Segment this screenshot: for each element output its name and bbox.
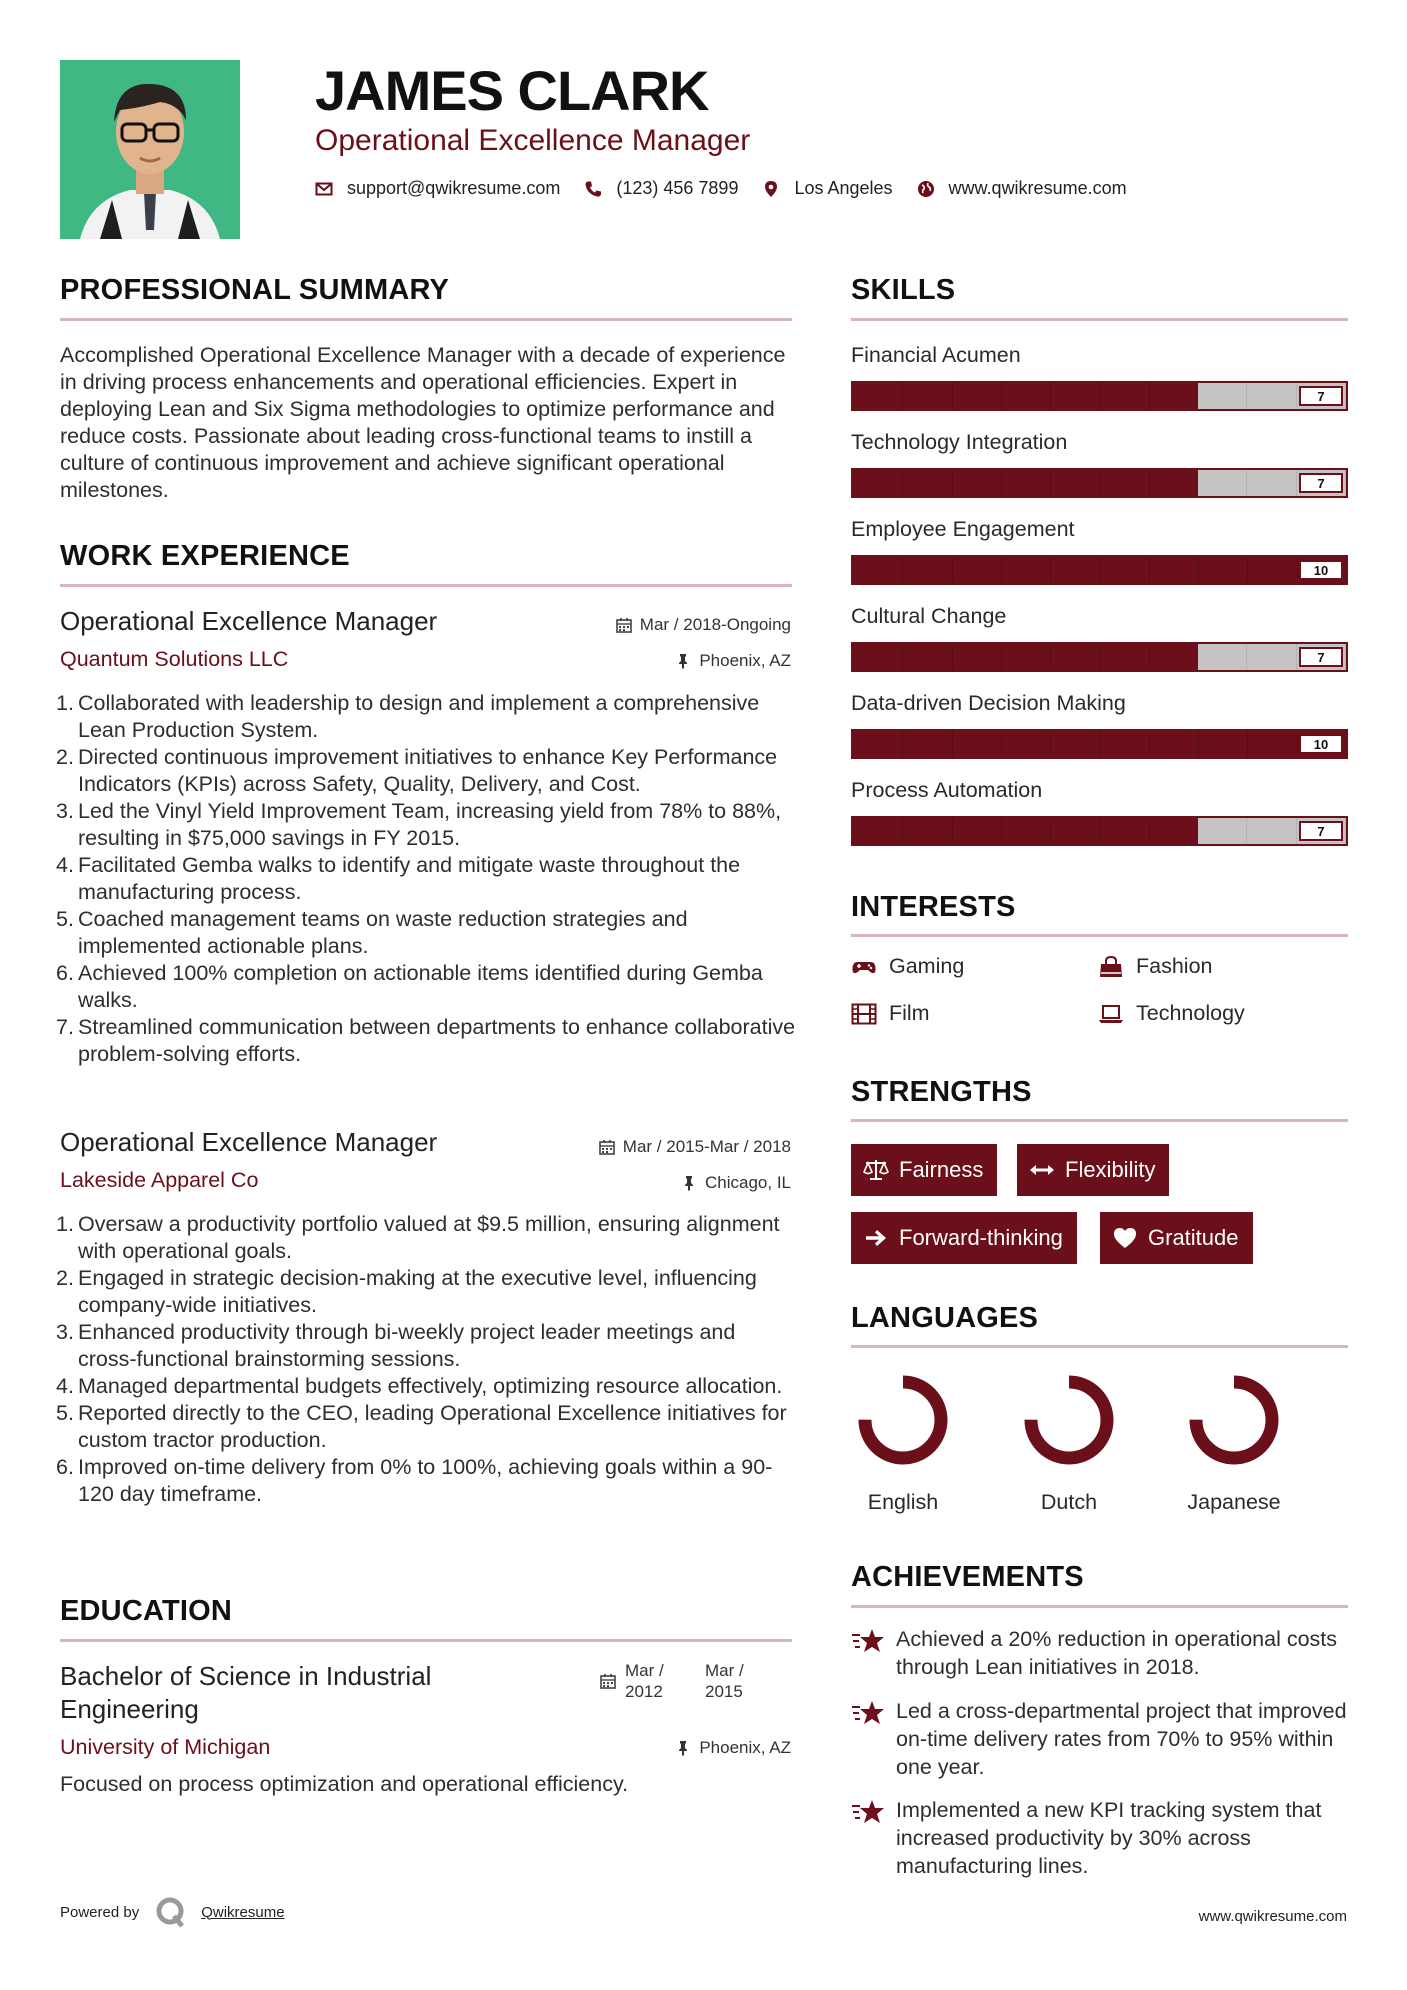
arrows-horizontal-icon (1029, 1158, 1055, 1182)
education-end-year: 2015 (705, 1682, 743, 1701)
achievements-divider (851, 1605, 1348, 1608)
skill-fill-divider (1050, 557, 1051, 583)
job-bullets (78, 1211, 798, 1508)
gamepad-icon (851, 956, 877, 978)
skill-label: Data-driven Decision Making (851, 691, 1126, 715)
powered-by-text: Powered by (60, 1903, 140, 1921)
list-item: Led the Vinyl Yield Improvement Team, increasing yield from 78% to 88%, resulting in $75,000 savings in FY 2015. (78, 799, 782, 850)
job-dates (599, 1137, 791, 1157)
heart-icon (1112, 1226, 1138, 1250)
language-proficiency-arc (1196, 1382, 1272, 1458)
language-item (1009, 1372, 1129, 1515)
interest-item (851, 1001, 930, 1026)
skill-segment (1198, 383, 1247, 409)
star-icon (851, 1699, 885, 1729)
skill-fill-divider (1297, 557, 1298, 583)
film-icon (851, 1003, 877, 1025)
profile-photo (60, 60, 240, 239)
skill-fill-divider (1100, 470, 1101, 496)
achievement-item (851, 1625, 1351, 1681)
skill-segment (1247, 383, 1296, 409)
balance-scale-icon (863, 1158, 889, 1182)
list-item: Reported directly to the CEO, leading Operational Excellence initiatives for custom tractor production. (78, 1401, 787, 1452)
contact-phone[interactable] (584, 178, 738, 199)
contact-location-text: Los Angeles (794, 178, 893, 198)
skill-label: Employee Engagement (851, 517, 1075, 541)
education-location-text: Phoenix, AZ (699, 1738, 791, 1757)
interest-label: Technology (1136, 1001, 1245, 1025)
list-item: Managed departmental budgets effectively, optimizing resource allocation. (78, 1374, 783, 1398)
skill-segment (1198, 818, 1247, 844)
achievements-heading: ACHIEVEMENTS (851, 1561, 1084, 1593)
skill-fill-divider (1050, 644, 1051, 670)
skill-segment (1247, 644, 1296, 670)
language-proficiency-arc (1031, 1382, 1107, 1458)
skills-heading: SKILLS (851, 274, 956, 306)
job-company: Quantum Solutions LLC (60, 647, 289, 671)
language-proficiency-ring (1186, 1372, 1282, 1468)
skill-fill-divider (1001, 644, 1002, 670)
calendar-icon (600, 1673, 616, 1689)
job-title: Operational Excellence Manager (60, 1127, 438, 1157)
skill-fill-divider (902, 557, 903, 583)
strength-label: Forward-thinking (899, 1225, 1063, 1250)
calendar-icon (599, 1139, 615, 1155)
languages-heading: LANGUAGES (851, 1302, 1039, 1334)
skill-fill-divider (1149, 644, 1150, 670)
contact-email-text: support@qwikresume.com (347, 178, 561, 198)
skill-fill-divider (902, 731, 903, 757)
skill-level-value: 7 (1299, 386, 1343, 406)
job-bullets (78, 690, 798, 1068)
job-location-text: Phoenix, AZ (699, 651, 791, 670)
strength-label: Flexibility (1065, 1157, 1156, 1182)
skill-bar (851, 381, 1348, 411)
skill-fill-divider (902, 383, 903, 409)
skills-divider (851, 318, 1348, 321)
contact-website-text: www.qwikresume.com (948, 178, 1127, 198)
skill-label: Cultural Change (851, 604, 1007, 628)
skill-fill-divider (1149, 383, 1150, 409)
skill-fill-divider (952, 644, 953, 670)
job-title: Operational Excellence Manager (60, 606, 438, 636)
education-start-year: 2012 (625, 1682, 663, 1701)
calendar-icon (616, 617, 632, 633)
skill-fill-divider (1100, 731, 1101, 757)
job-location (675, 651, 791, 671)
qwikresume-logo-icon (153, 1895, 187, 1929)
language-name: English (867, 1490, 939, 1514)
footer-brand (60, 1895, 285, 1929)
interest-item (851, 954, 964, 979)
list-item: Enhanced productivity through bi-weekly project leader meetings and cross-functional brainstorming sessions. (78, 1320, 736, 1371)
contact-email[interactable] (315, 178, 560, 199)
job-dates-text: Mar / 2018-Ongoing (639, 615, 791, 634)
skill-fill-divider (1050, 383, 1051, 409)
skill-bar (851, 729, 1348, 759)
star-icon (851, 1627, 885, 1657)
language-proficiency-arc (865, 1382, 941, 1458)
skill-fill-divider (1001, 731, 1002, 757)
skill-fill-divider (1100, 557, 1101, 583)
pushpin-icon (675, 1740, 691, 1756)
skill-fill-divider (1050, 470, 1051, 496)
skill-level-value: 10 (1299, 560, 1343, 580)
contact-bar (315, 178, 1151, 199)
language-item (843, 1372, 963, 1515)
education-end-month: Mar / (705, 1661, 744, 1680)
skill-fill-divider (952, 818, 953, 844)
list-item: Achieved 100% completion on actionable items identified during Gemba walks. (78, 961, 763, 1012)
skill-fill-divider (1001, 818, 1002, 844)
skill-segment (1247, 470, 1296, 496)
achievement-text: Achieved a 20% reduction in operational costs through Lean initiatives in 2018. (896, 1627, 1338, 1679)
education-end-date (705, 1660, 744, 1702)
language-name: Dutch (1040, 1490, 1098, 1514)
arrow-right-icon (863, 1226, 889, 1250)
skill-fill-divider (952, 557, 953, 583)
map-pin-icon (762, 180, 780, 198)
shopping-bag-icon (1098, 956, 1124, 978)
job-location (681, 1173, 791, 1193)
skill-fill-divider (902, 818, 903, 844)
strength-tag (851, 1144, 997, 1196)
list-item: Collaborated with leadership to design and implement a comprehensive Lean Production System. (78, 691, 760, 742)
star-icon (851, 1798, 885, 1828)
summary-divider (60, 318, 792, 321)
skill-label: Financial Acumen (851, 343, 1021, 367)
pushpin-icon (675, 653, 691, 669)
contact-website[interactable] (917, 178, 1127, 199)
skill-fill-divider (1100, 818, 1101, 844)
brand-link[interactable]: Qwikresume (201, 1903, 285, 1921)
list-item: Engaged in strategic decision-making at the executive level, influencing company-wide initiatives. (78, 1266, 757, 1317)
language-name: Japanese (1187, 1490, 1281, 1514)
skill-fill-divider (1247, 557, 1248, 583)
skill-fill-divider (1050, 818, 1051, 844)
achievement-text: Implemented a new KPI tracking system that increased productivity by 30% across manufacturing lines. (896, 1798, 1322, 1878)
footer-website[interactable]: www.qwikresume.com (1198, 1908, 1347, 1925)
education-start-date (625, 1660, 664, 1702)
skill-fill-divider (1001, 557, 1002, 583)
skill-fill-divider (1001, 470, 1002, 496)
phone-icon (584, 180, 602, 198)
education-start-month: Mar / (625, 1661, 664, 1680)
education-heading: EDUCATION (60, 1595, 233, 1627)
skill-bar (851, 468, 1348, 498)
skill-fill-divider (1050, 731, 1051, 757)
laptop-icon (1098, 1003, 1124, 1025)
education-description: Focused on process optimization and operational efficiency. (60, 1772, 629, 1796)
skill-label: Process Automation (851, 778, 1043, 802)
envelope-icon (315, 180, 333, 198)
language-item (1174, 1372, 1294, 1515)
globe-icon (917, 180, 935, 198)
job-dates-text: Mar / 2015-Mar / 2018 (622, 1137, 791, 1156)
strengths-divider (851, 1119, 1348, 1122)
job-dates (616, 615, 791, 635)
job-company: Lakeside Apparel Co (60, 1168, 259, 1192)
skill-fill-divider (952, 383, 953, 409)
achievement-item (851, 1796, 1351, 1880)
skill-segment (1198, 644, 1247, 670)
skill-fill (853, 383, 1198, 409)
list-item: Streamlined communication between departments to enhance collaborative problem-solving efforts. (78, 1015, 796, 1066)
experience-divider (60, 584, 792, 587)
contact-location (762, 178, 892, 199)
strength-tag (1100, 1212, 1253, 1264)
strength-label: Fairness (899, 1157, 984, 1182)
strengths-heading: STRENGTHS (851, 1076, 1032, 1108)
summary-text: Accomplished Operational Excellence Manager with a decade of experience in driving process enhancements and operational efficiencies. Expert in deploying Lean and Six Sigma methodologies to optimize performance and reduce costs. Passionate about leading cross-functional teams to instill a culture of continuous improvement and achieve significant operational milestones. (60, 343, 786, 502)
skill-fill-divider (1198, 557, 1199, 583)
skill-bar (851, 555, 1348, 585)
skill-fill-divider (1149, 470, 1150, 496)
skill-fill-divider (1198, 731, 1199, 757)
skill-level-value: 7 (1299, 647, 1343, 667)
school-name: University of Michigan (60, 1735, 271, 1759)
education-divider (60, 1639, 792, 1642)
list-item: Coached management teams on waste reduction strategies and implemented actionable plans. (78, 907, 688, 958)
pushpin-icon (681, 1175, 697, 1191)
experience-heading: WORK EXPERIENCE (60, 540, 350, 572)
skill-fill (853, 644, 1198, 670)
skill-level-value: 7 (1299, 821, 1343, 841)
skill-fill-divider (902, 470, 903, 496)
list-item: Oversaw a productivity portfolio valued at $9.5 million, ensuring alignment with operational goals. (78, 1212, 780, 1263)
interest-label: Film (889, 1001, 930, 1025)
interest-item (1098, 954, 1213, 979)
language-proficiency-ring (1021, 1372, 1117, 1468)
skill-bar (851, 642, 1348, 672)
languages-divider (851, 1345, 1348, 1348)
language-proficiency-ring (855, 1372, 951, 1468)
interest-item (1098, 1001, 1245, 1026)
skill-bar (851, 816, 1348, 846)
skill-fill-divider (902, 644, 903, 670)
interest-label: Gaming (889, 954, 965, 978)
skill-fill-divider (1297, 731, 1298, 757)
candidate-name: JAMES CLARK (315, 59, 709, 122)
skill-fill-divider (1100, 383, 1101, 409)
skill-level-value: 7 (1299, 473, 1343, 493)
skill-segment (1247, 818, 1296, 844)
skill-fill-divider (1149, 818, 1150, 844)
list-item: Directed continuous improvement initiatives to enhance Key Performance Indicators (KPIs) across Safety, Quality, Delivery, and Cost. (78, 745, 778, 796)
skill-fill (853, 818, 1198, 844)
list-item: Improved on-time delivery from 0% to 100%, achieving goals within a 90-120 day timeframe. (78, 1455, 773, 1506)
contact-phone-text: (123) 456 7899 (616, 178, 739, 198)
interest-label: Fashion (1136, 954, 1213, 978)
skill-fill-divider (1001, 383, 1002, 409)
skill-segment (1198, 470, 1247, 496)
achievement-text: Led a cross-departmental project that improved on-time delivery rates from 70% to 95% within one year. (896, 1699, 1347, 1779)
strength-label: Gratitude (1148, 1225, 1239, 1250)
interests-heading: INTERESTS (851, 891, 1016, 923)
interests-divider (851, 934, 1348, 937)
skill-label: Technology Integration (851, 430, 1068, 454)
summary-heading: PROFESSIONAL SUMMARY (60, 274, 450, 306)
skill-fill-divider (1149, 557, 1150, 583)
achievement-item (851, 1697, 1351, 1781)
skill-fill-divider (952, 731, 953, 757)
skill-level-value: 10 (1299, 734, 1343, 754)
degree-title: Bachelor of Science in Industrial Engineering (60, 1661, 432, 1724)
skill-fill-divider (1247, 731, 1248, 757)
skill-fill-divider (1100, 644, 1101, 670)
skill-fill (853, 470, 1198, 496)
strength-tag (1017, 1144, 1169, 1196)
skill-fill-divider (952, 470, 953, 496)
job-location-text: Chicago, IL (705, 1173, 791, 1192)
education-location (675, 1738, 791, 1758)
strength-tag (851, 1212, 1077, 1264)
list-item: Facilitated Gemba walks to identify and mitigate waste throughout the manufacturing process. (78, 853, 741, 904)
candidate-title: Operational Excellence Manager (315, 124, 751, 157)
skill-fill-divider (1149, 731, 1150, 757)
